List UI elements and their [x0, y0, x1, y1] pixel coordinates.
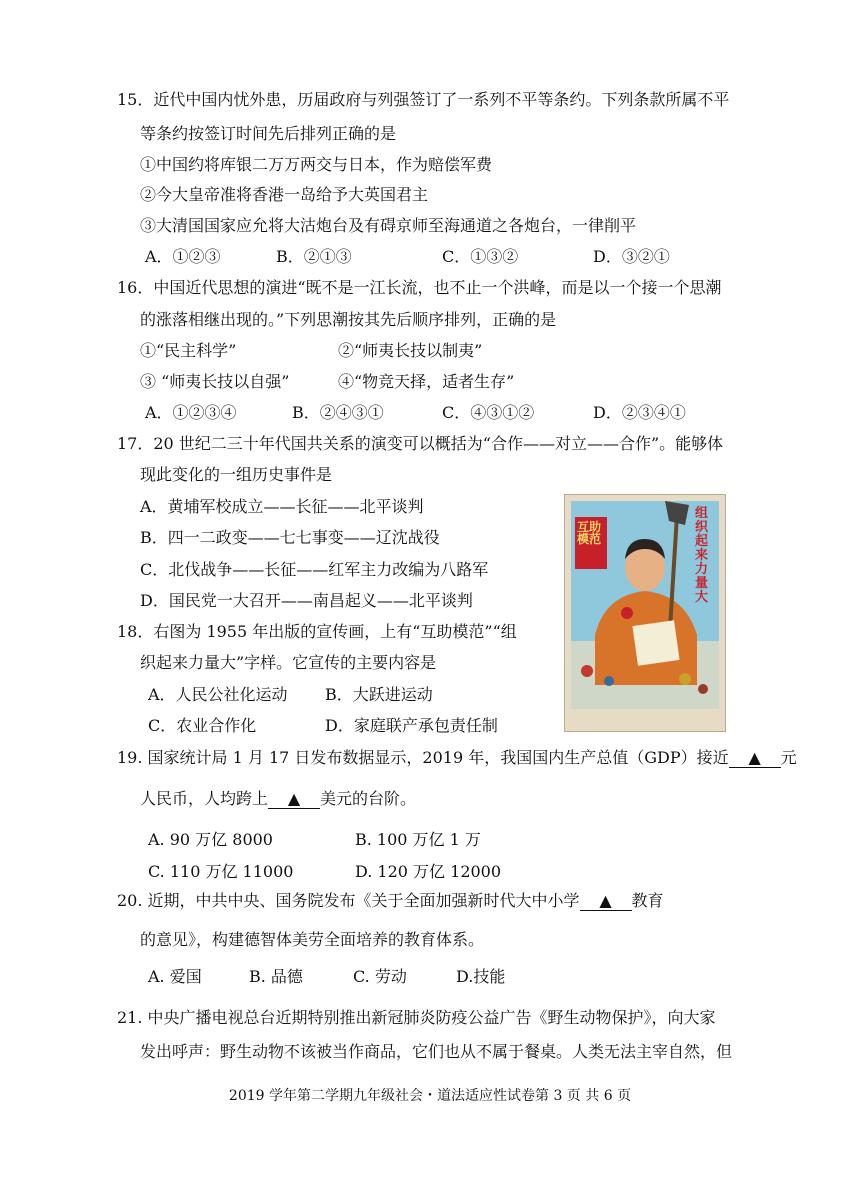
q16-stem-line1: 16．中国近代思想的演进“既不是一江长流，也不止一个洪峰，而是以一个接一个思潮: [117, 278, 722, 297]
q17-stem-line1: 17．20 世纪二三十年代国共关系的演变可以概括为“合作——对立——合作”。能够体: [117, 434, 724, 453]
q19-text-1: 19. 国家统计局 1 月 17 日发布数据显示，2019 年，我国国内生产总值（GDP）接近: [117, 748, 729, 767]
q19-option-a: A. 90 万亿 8000: [148, 830, 273, 849]
q16-item-3: ③ “师夷长技以自强”: [140, 372, 290, 391]
q20-stem-line2: 的意见》，构建德智体美劳全面培养的教育体系。: [140, 930, 485, 949]
q20-text-1: 20. 近期，中共中央、国务院发布《关于全面加强新时代大中小学: [117, 891, 580, 910]
q17-option-a: A．黄埔军校成立——长征——北平谈判: [140, 497, 424, 516]
q17-option-d: D．国民党一大召开——南昌起义——北平谈判: [140, 591, 473, 610]
q16-option-a: A．①②③④: [145, 403, 237, 422]
q17-option-b: B．四一二政变——七七事变——辽沈战役: [140, 528, 440, 547]
q18-stem-line1: 18．右图为 1955 年出版的宣传画，上有“互助模范”“组: [117, 622, 517, 641]
q18-option-a: A．人民公社化运动: [148, 685, 288, 704]
q16-item-2: ②“师夷长技以制夷”: [338, 341, 483, 360]
q19-text-2: 元: [780, 748, 797, 767]
propaganda-poster-image: [564, 494, 726, 732]
q19-option-b: B. 100 万亿 1 万: [355, 830, 481, 849]
q15-statement-2: ②今大皇帝准将香港一岛给予大英国君主: [140, 185, 429, 204]
q16-item-4: ④“物竞天择，适者生存”: [338, 372, 515, 391]
q20-text-2: 教育: [631, 891, 664, 910]
q16-option-c: C．④③①②: [442, 403, 535, 422]
q15-statement-3: ③大清国国家应允将大沽炮台及有碍京师至海通道之各炮台，一律削平: [140, 216, 637, 235]
q16-option-d: D．②③④①: [593, 403, 686, 422]
q16-item-1: ①“民主科学”: [140, 341, 237, 360]
q21-stem-line1: 21. 中央广播电视总台近期特别推出新冠肺炎防疫公益广告《野生动物保护》，向大家: [117, 1008, 716, 1027]
q17-stem-line2: 现此变化的一组历史事件是: [140, 465, 333, 484]
q19-text-3: 人民币，人均跨上: [140, 789, 269, 808]
q19-text-4: 美元的台阶。: [320, 789, 417, 808]
q20-stem-line1: [117, 891, 664, 911]
q20-blank: ▲: [580, 892, 632, 911]
q20-option-b: B. 品德: [249, 967, 303, 986]
q15-stem-line2: 等条约按签订时间先后排列正确的是: [140, 124, 397, 143]
q21-stem-line2: 发出呼声：野生动物不该被当作商品，它们也从不属于餐桌。人类无法主宰自然，但: [140, 1042, 733, 1061]
q15-stem-line1: 15．近代中国内忧外患，历届政府与列强签订了一系列不平等条约。下列条款所属不平: [117, 90, 730, 109]
q15-statement-1: ①中国约将库银二万万两交与日本，作为赔偿军费: [140, 155, 493, 174]
page-footer: 2019 学年第二学期九年级社会・道法适应性试卷第 3 页 共 6 页: [228, 1088, 632, 1104]
q19-option-d: D. 120 万亿 12000: [355, 862, 502, 881]
q19-blank-1: ▲: [729, 749, 781, 768]
q15-option-d: D．③②①: [593, 247, 670, 266]
q20-option-c: C. 劳动: [353, 967, 407, 986]
q18-option-d: D．家庭联产承包责任制: [325, 716, 498, 735]
q16-stem-line2: 的涨落相继出现的。”下列思潮按其先后顺序排列，正确的是: [140, 310, 557, 329]
q16-option-b: B．②④③①: [292, 403, 384, 422]
q15-option-a: A．①②③: [145, 247, 221, 266]
q20-option-d: D.技能: [456, 967, 506, 986]
q19-blank-2: ▲: [268, 790, 320, 809]
poster-text-left: 互助模范: [577, 520, 602, 546]
q19-stem-line2: [140, 789, 416, 809]
q15-option-b: B．②①③: [276, 247, 352, 266]
q18-stem-line2: 织起来力量大”字样。它宣传的主要内容是: [140, 653, 437, 672]
q19-stem-line1: [117, 748, 797, 768]
q20-option-a: A. 爱国: [148, 967, 202, 986]
poster-text-right: 组织起来力量大: [695, 506, 709, 605]
q15-option-c: C．①③②: [442, 247, 519, 266]
q19-option-c: C. 110 万亿 11000: [148, 862, 294, 881]
q18-option-c: C．农业合作化: [148, 716, 257, 735]
q17-option-c: C．北伐战争——长征——红军主力改编为八路军: [140, 560, 489, 579]
q18-option-b: B．大跃进运动: [325, 685, 433, 704]
